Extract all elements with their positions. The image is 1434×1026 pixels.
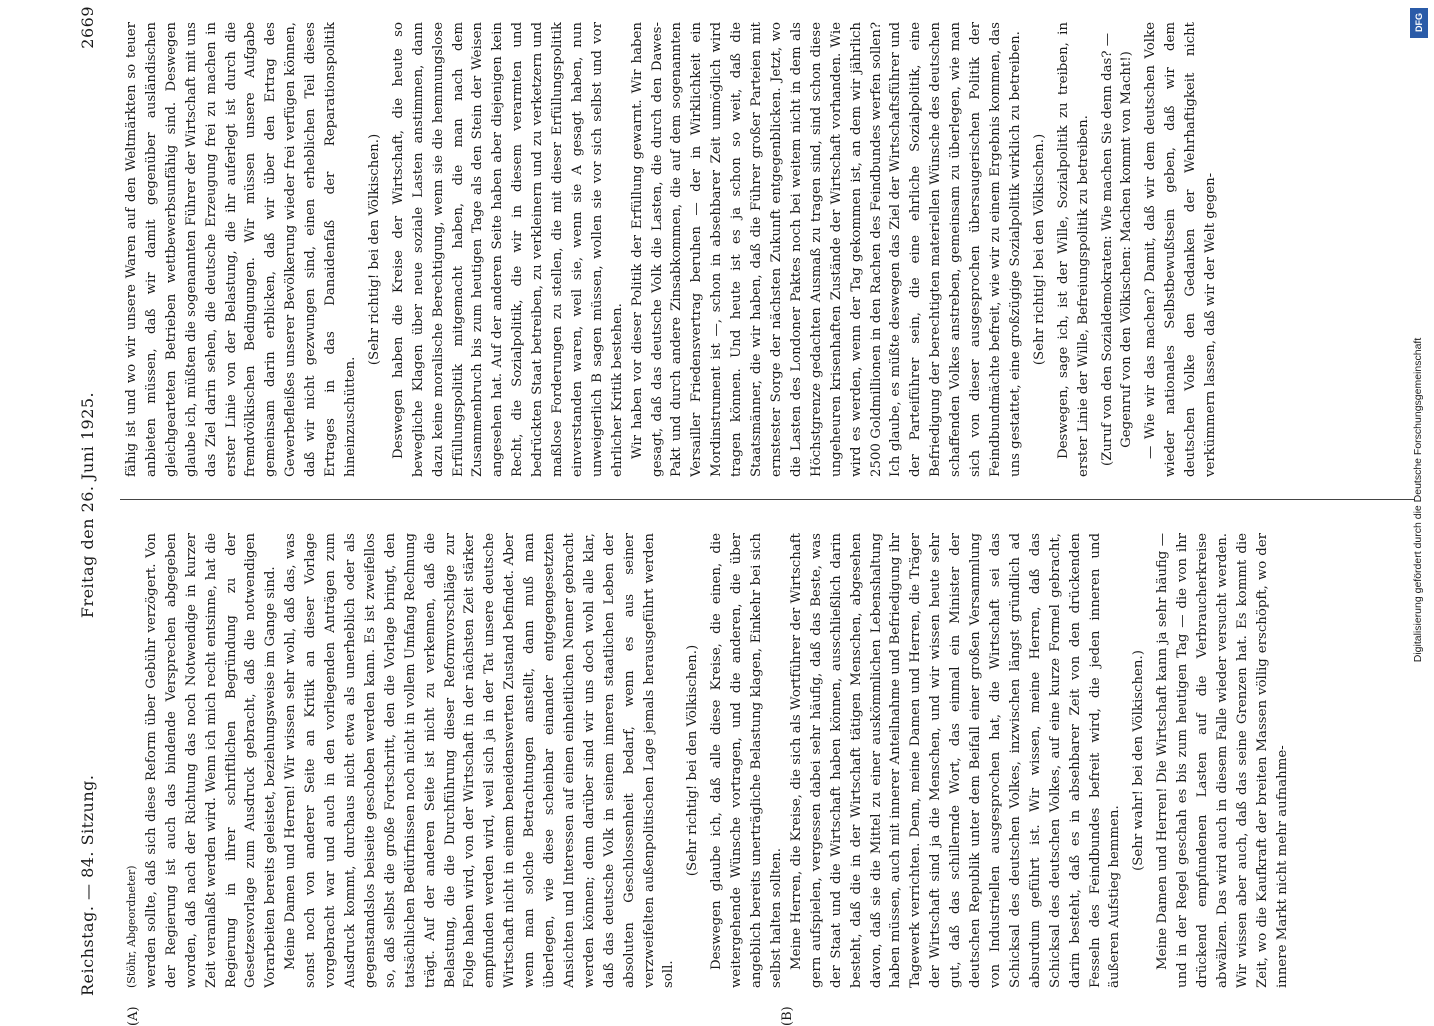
paragraph: fähig ist und wo wir unsere Waren auf den Weltmärkten so teuer anbieten müssen, daß wir damit gegenüber ausländischen gleichgearteten Betrieben wettbewerbsunfähig sind. Deswegen glaube ich, müßten die sogenannten Führer der Wirtschaft mit uns das Ziel darin sehen, die deutsche Erzeugung frei zu machen in erster Linie von der Belastung, die ihr auferlegt ist durch die fremdvölkischen Bedingungen. Wir müssen unsere Aufgabe gemeinsam darin erblicken, daß wir über den Ertrag des Gewerbefleißes unserer Bevölkerung wieder frei verfügen können, daß wir nicht gezwungen sind, einen erheblichen Teil dieses Ertrages in das Danaidenfaß der Reparationspolitik hineinzuschütten. [124, 22, 358, 477]
interjection: (Zuruf von den Sozialdemokraten: Wie machen Sie denn das? — Gegenruf von den Völkischen: Machen kommt von Macht!) [1099, 33, 1135, 467]
margin-marker-a: (A) [126, 1006, 141, 1026]
left-column [122, 533, 1412, 988]
speaker-label: (Stöhr, Abgeordneter) [125, 865, 138, 988]
dfg-logo: DFG [1410, 8, 1428, 38]
paragraph: — Wie wir das machen? Damit, daß wir dem deutschen Volke wieder nationales Selbstbewußtsein geben, daß wir dem deutschen Volke den Gedanken der Wehrhaftigkeit nicht verkümmern lassen, daß wir der Welt gegen- [1143, 22, 1219, 477]
interjection: (Sehr richtig! bei den Völkischen.) [685, 644, 701, 877]
interjection: (Sehr richtig! bei den Völkischen.) [1031, 133, 1047, 366]
column-divider [120, 499, 1415, 500]
paragraph: Deswegen glaube ich, daß alle diese Kreise, die einen, die weitergehende Wünsche vortragen, und die anderen, die über angeblich bereits unerträgliche Belastung klagen, Einkehr bei sich selbst halten sollten. [709, 533, 784, 988]
page-number: 2669 [78, 6, 97, 49]
header-session: Reichstag. — 84. Sitzung. [78, 774, 97, 996]
paragraph: Meine Herren, die Kreise, die sich als Wortführer der Wirtschaft gern aufspielen, vergessen dabei sehr häufig, daß das Beste, was der Staat und die Wirtschaft haben können, ausschließlich darin besteht, daß die in der Wirtschaft tätigen Menschen, abgesehen davon, daß sie die Mittel zu einer auskömmlichen Lebenshaltung haben müssen, auch mit innerer Anteilnahme und Befriedigung ihr Tagewerk verrichten. Denn, meine Damen und Herren, die Träger der Wirtschaft sind ja die Menschen, und wir wissen heute sehr gut, daß das schillernde Wort, das einmal ein Minister der deutschen Republik unter dem Beifall einer großen Versammlung von Industriellen ausgesprochen hat, die Wirtschaft sei das Schicksal des deutschen Volkes, inzwischen längst gründlich ad absurdum geführt ist. Wir wissen, meine Herren, daß das Schicksal des deutschen Volkes, auf eine kurze Formel gebracht, darin besteht, daß es in absehbarer Zeit von den drückenden Fesseln des Feindbundes befreit wird, die jeden inneren und äußeren Aufstieg hemmen. [788, 533, 1123, 988]
interjection: (Sehr richtig! bei den Völkischen.) [366, 133, 382, 366]
digitization-note: Digitalisierung gefördert durch die Deutsche Forschungsgemeinschaft [1412, 337, 1424, 663]
interjection: (Sehr wahr! bei den Völkischen.) [1131, 650, 1147, 871]
rotated-page [60, 0, 1434, 1026]
margin-marker-b: (B) [780, 1006, 795, 1026]
paragraph: werden sollte, daß sich diese Reform über Gebühr verzögert. Von der Regierung ist auch das bindende Versprechen abgegeben worden, daß nach der Richtung das noch Notwendige in kurzer Zeit veranlaßt werden wird. Wenn ich mich recht entsinne, hat die Regierung in ihrer schriftlichen Begründung zu der Gesetzesvorlage zum Ausdruck gebracht, daß die notwendigen Vorarbeiten bereits geleistet, beziehungsweise im Gange sind. [143, 533, 279, 988]
right-column [122, 22, 1412, 477]
header-date: Freitag den 26. Juni 1925. [78, 391, 97, 619]
paragraph: Wir haben vor dieser Politik der Erfüllung gewarnt. Wir haben gesagt, daß das deutsche Volk die Lasten, die durch den Dawes-Pakt und durch andere Zinsabkommen, die auf dem sogenannten Versailler Friedensvertrag beruhen — der in Wirklichkeit ein Mordinstrument ist —, schon in absehbarer Zeit unmöglich wird tragen können. Und heute ist es ja schon so weit, daß die Staatsmänner, die wir haben, daß die Führer großer Parteien mit ernstester Sorge der nächsten Zukunft entgegenblicken. Jetzt, wo die Lasten des Londoner Paktes noch bei weitem nicht in dem als Höchstgrenze gedachten Ausmaß zu tragen sind, sind schon diese ungeheuren krisenhaften Zustände der Wirtschaft vorhanden. Wie wird es werden, wenn der Tag gekommen ist, an dem wir jährlich 2500 Goldmillionen in den Rachen des Feindbundes werfen sollen? Ich glaube, es müßte deswegen das Ziel der Wirtschaftsführer und der Parteiführer sein, die eine ehrliche Sozialpolitik, eine Befriedigung der berechtigten materiellen Wünsche des deutschen schaffenden Volkes anstreben, gemeinsam zu überlegen, wie man sich von dieser ausgesprochen übersaugerischen Politik der Feindbundmächte befreit, wie wir zu einem Ergebnis kommen, das uns gestattet, eine großzügige Sozialpolitik wirklich zu betreiben. [629, 22, 1023, 477]
paragraph: Meine Damen und Herren! Wir wissen sehr wohl, daß das, was sonst noch von anderer Seite an Kritik an dieser Vorlage vorgebracht war und auch in den vorliegenden Anträgen zum Ausdruck kommt, durchaus nicht etwa als unerheblich oder als gegenstandslos beiseite geschoben werden kann. Es ist zweifellos so, daß selbst die große Fortschritt, den die Vorlage bringt, den tatsächlichen Bedürfnissen noch nicht in vollem Umfang Rechnung trägt. Auf der anderen Seite ist nicht zu verkennen, daß die Belastung, die die Durchführung dieser Reformvorschläge zur Folge haben wird, von der Wirtschaft in der nächsten Zeit stärker empfunden werden wird, weil sich ja in der Tat unsere deutsche Wirtschaft nicht in einem beneidenswerten Zustand befindet. Aber wenn man solche Betrachtungen anstellt, dann muß man überlegen, wie diese scheinbar einander entgegengesetzten Ansichten und Interessen auf einen einheitlichen Nenner gebracht werden können; denn darüber sind wir uns doch wohl alle klar, daß das deutsche Volk in seinem inneren staatlichen Leben der absoluten Geschlossenheit bedarf, wenn es aus seiner verzweifelten außenpolitischen Lage jemals herausgeführt werden soll. [283, 533, 677, 988]
paragraph: Deswegen haben die Kreise der Wirtschaft, die heute so bewegliche Klagen über neue soziale Lasten anstimmen, dann dazu keine moralische Berechtigung, wenn sie die hemmungslose Erfüllungspolitik mitgemacht haben, die man nach dem Zusammenbruch bis zum heutigen Tage als den Stein der Weisen angesehen hat. Auf der anderen Seite haben aber diejenigen kein Recht, die Sozialpolitik, die wir in diesem verarmten und bedrückten Staat betreiben, zu verkleinern und zu verketzern und maßlose Forderungen zu stellen, die mit dieser Erfüllungspolitik einverstanden waren, weil sie, wenn sie A gesagt haben, nun unweigerlich B sagen müssen, wollen sie vor sich selbst und vor ehrlicher Kritik bestehen. [390, 22, 625, 477]
paragraph: Meine Damen und Herren! Die Wirtschaft kann ja sehr häufig — und in der Regel geschah es bis zum heutigen Tag — die von ihr drückend empfundenen Lasten auf die Verbraucherkreise abwälzen. Das wird auch in diesem Falle wieder versucht werden. Wir wissen aber auch, daß das seine Grenzen hat. Es kommt die Zeit, wo die Kaufkraft der breiten Massen völlig erschöpft, wo der innere Markt nicht mehr aufnahme- [1155, 533, 1290, 988]
paragraph: Deswegen, sage ich, ist der Wille, Sozialpolitik zu treiben, in erster Linie der Wille, Befreiungspolitik zu betreiben. [1055, 22, 1091, 477]
